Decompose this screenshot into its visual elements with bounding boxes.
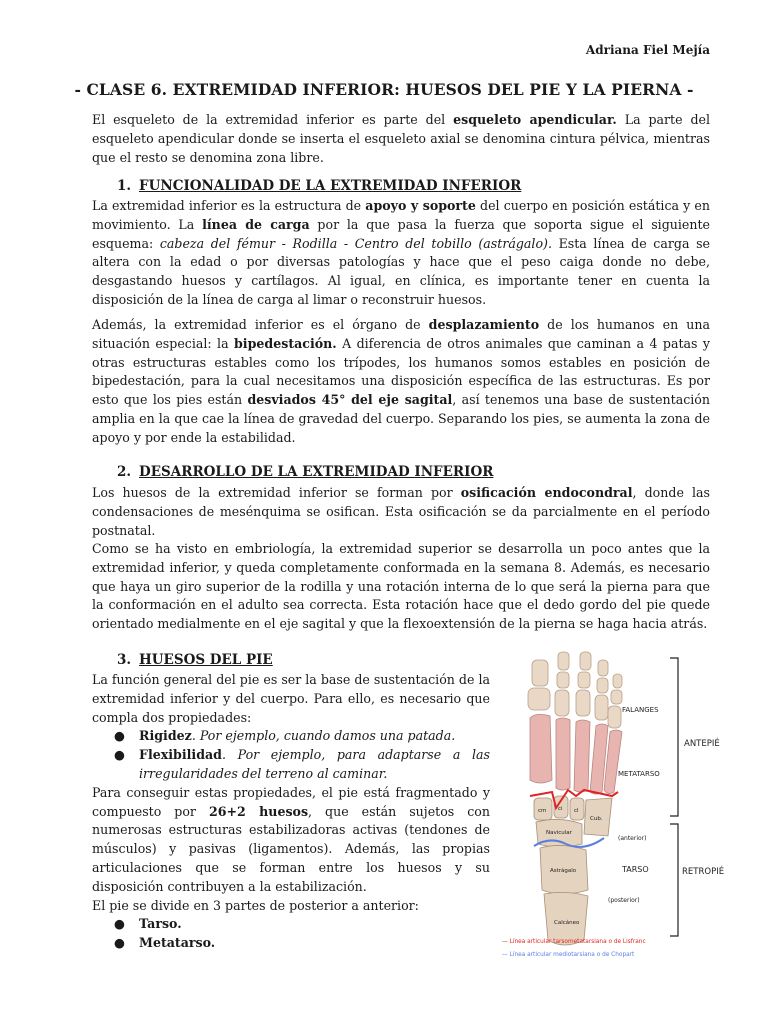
legend-chopart: — Línea articular mediotarsiana o de Chopart [502,952,635,958]
label-metatarso: METATARSO [618,770,660,778]
section-3-paragraph-2: Para conseguir estas propiedades, el pie está fragmentado y compuesto por 26+2 huesos, que están sujetos con numerosas estructuras estabilizadoras activas (tendones de músculos) y pasivas (ligamentos). Además, las propias articulaciones que se forman entre los huesos y su disposición contribuyen a la estabilización. [92,784,490,894]
label-astragalo: Astrágalo [550,868,577,874]
label-antepie: ANTEPIÉ [684,739,720,749]
list-item: ● Metatarso. [114,935,216,951]
label-navicular: Navicular [546,830,572,836]
label-calcaneo: Calcáneo [554,920,580,926]
section-3-paragraph-1: La función general del pie es ser la base de sustentación de la extremidad inferior y del cuerpo. Para ello, es necesario que compla dos propiedades: [92,672,490,725]
label-posterior: (posterior) [608,897,640,904]
label-falanges: FALANGES [622,706,659,714]
section-1-heading: 1. FUNCIONALIDAD DE LA EXTREMIDAD INFERIOR [117,178,522,194]
metatarsals-illustration [530,714,622,794]
label-cub: Cub. [590,816,603,822]
list-item: ● Flexibilidad. Por ejemplo, para adaptarse a las irregularidades del terreno al caminar. [114,747,490,781]
intro-paragraph: El esqueleto de la extremidad inferior es parte del esqueleto apendicular. La parte del esqueleto apendicular donde se inserta el esqueleto axial se denomina cintura pélvica, mientras que el resto se denomina zona libre. [92,112,710,165]
section-2-paragraph-2: Como se ha visto en embriología, la extremidad superior se desarrolla un poco antes que la extremidad inferior, y queda completamente conformada en la semana 8. Además, es necesario que haya un giro superior de la rodilla y una rotación interna de lo que será la pierna para que la conformación en el adulto sea correcta. Esta rotación hace que el dedo gordo del pie quede orientado medialmente en el eje sagital y que la flexoextensión de la pierna se haga hacia atrás. [92,541,710,632]
label-retropie: RETROPIÉ [682,867,725,877]
section-3-heading: 3. HUESOS DEL PIE [117,652,273,668]
list-item: ● Rigidez. Por ejemplo, cuando damos una patada. [114,728,456,744]
legend-lisfranc: — Línea articular tarsometatarsiana o de Lisfranc [502,939,646,945]
foot-parts-list [92,915,490,953]
label-tarso: TARSO [622,865,649,874]
section-3-body [92,671,490,953]
section-2-heading: 2. DESARROLLO DE LA EXTREMIDAD INFERIOR [117,464,494,480]
label-cm: cm [538,808,547,814]
section-3-paragraph-3: El pie se divide en 3 partes de posterior a anterior: [92,897,419,913]
label-cl: cl [574,808,579,814]
properties-list [92,727,490,783]
section-2-paragraph-1: Los huesos de la extremidad inferior se forman por osificación endocondral, donde las condensaciones de mesénquima se osifican. Esta osificación se da parcialmente en el período postnatal. [92,485,711,538]
document-title: - CLASE 6. EXTREMIDAD INFERIOR: HUESOS DEL PIE Y LA PIERNA - [74,80,694,99]
foot-bones-figure [500,640,750,965]
label-anterior: (anterior) [618,835,647,842]
label-ci: ci [558,806,563,812]
list-item: ● Tarso. [114,916,182,932]
author-name: Adriana Fiel Mejía [585,43,710,57]
section-1-paragraph-2: Además, la extremidad inferior es el órgano de desplazamiento de los humanos en una situación especial: la bipedestación. A diferencia de otros animales que caminan a 4 patas y otras estructuras estables como los trípodes, los humanos somos estables en posición de bipedestación, para la cual necesitamos una disposición específica de las estructuras. Es por esto que los pies están desviados 45° del eje sagital, así tenemos una base de sustentación amplia en la que cae la línea de gravedad del cuerpo. Separando los pies, se aumenta la zona de apoyo y por ende la estabilidad. [92,317,711,445]
section-1-paragraph-1: La extremidad inferior es la estructura de apoyo y soporte del cuerpo en posición estática y en movimiento. La línea de carga por la que pasa la fuerza que soporta sigue el siguiente esquema: cabeza del fémur - Rodilla - Centro del tobillo (astrágalo). Esta línea de carga se altera con la edad o por diversas patologías y hace que el peso caiga donde no debe, desgastando huesos y cartílagos. Al igual, en clínica, es importante tener en cuenta la disposición de la línea de carga al limar o reconstruir huesos. [92,198,710,307]
